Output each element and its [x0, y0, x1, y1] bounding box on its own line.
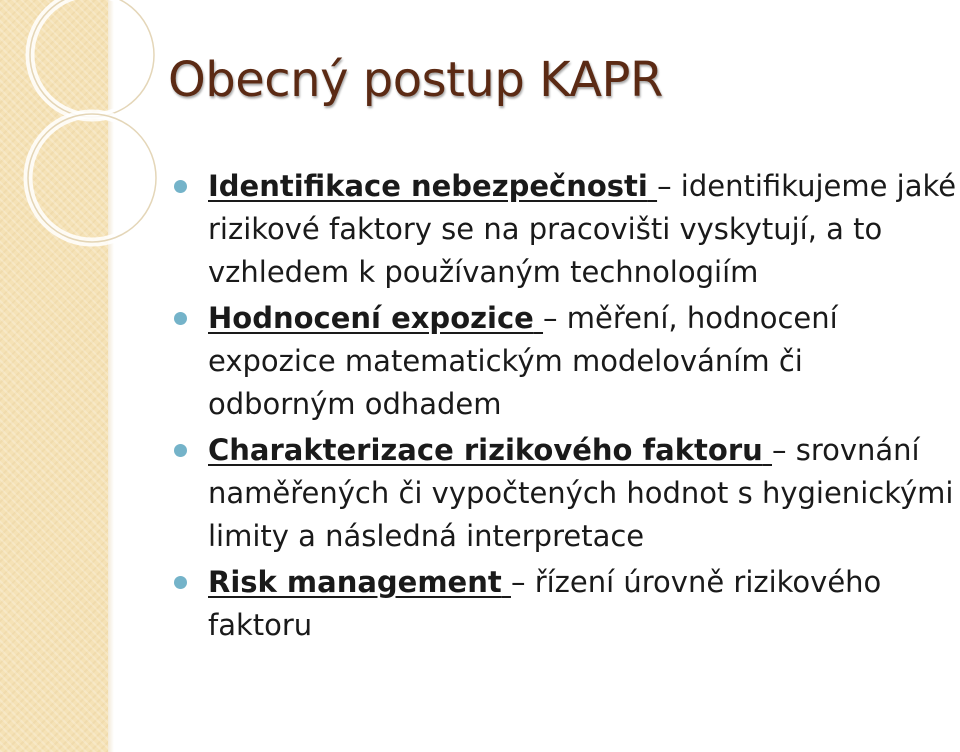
- bullet-term: Charakterizace rizikového faktoru: [208, 433, 763, 467]
- bullet-dot-icon: [174, 180, 187, 193]
- dash: –: [543, 301, 558, 335]
- bullet-dot-icon: [174, 312, 187, 325]
- bullet-item: [172, 561, 958, 647]
- bullet-dot-icon: [174, 444, 187, 457]
- bullet-item: [172, 165, 958, 294]
- dash: –: [772, 433, 787, 467]
- bullet-item: [172, 297, 958, 426]
- bullet-dot-icon: [174, 576, 187, 589]
- dash: –: [510, 565, 526, 599]
- bullet-description: řízení úrovně rizikového faktoru: [208, 565, 882, 642]
- bullet-item: [172, 429, 958, 558]
- bullet-list: [172, 165, 958, 650]
- bullet-description: měření, hodnocení expozice matematickým modelováním či odborným odhadem: [208, 301, 838, 421]
- bullet-term: Risk management: [208, 565, 502, 599]
- bullet-description: identifikujeme jaké rizikové faktory se na pracovišti vyskytují, a to vzhledem k používaným technologiím: [208, 169, 957, 289]
- bullet-term: Hodnocení expozice: [208, 301, 534, 335]
- slide-title: Obecný postup KAPR: [168, 52, 663, 108]
- bullet-term: Identifikace nebezpečnosti: [208, 169, 648, 203]
- bullet-description: srovnání naměřených či vypočtených hodnot s hygienickými limity a následná interpretace: [208, 433, 954, 553]
- dash: –: [657, 169, 672, 203]
